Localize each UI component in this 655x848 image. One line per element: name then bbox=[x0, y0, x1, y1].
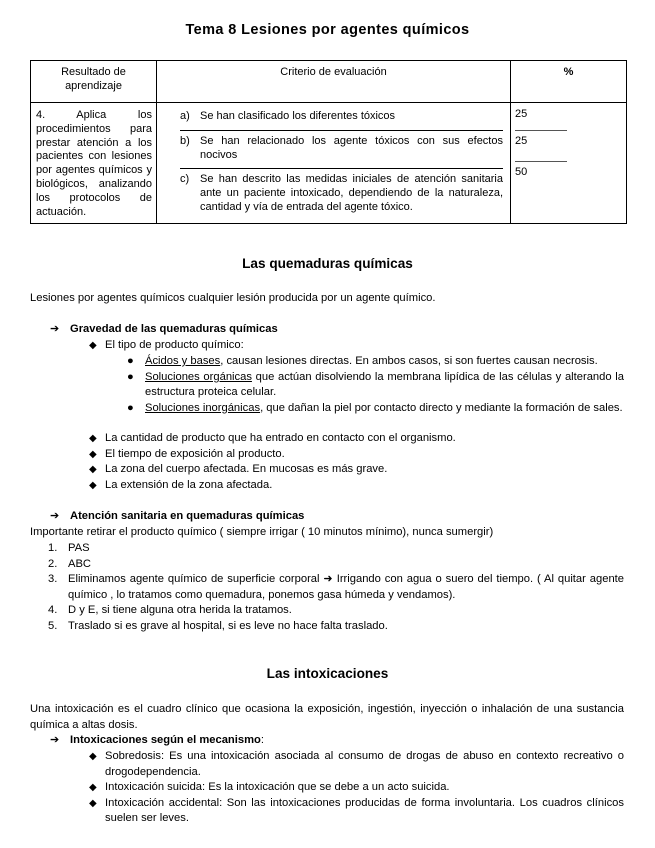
criterion-text: Se han clasificado los diferentes tóxicos bbox=[200, 110, 396, 122]
header-percent: % bbox=[511, 61, 627, 103]
list-item: ◆ Intoxicación suicida: Es la intoxicación que se debe a un acto suicida. bbox=[89, 780, 624, 796]
diamond-icon: ◆ bbox=[89, 479, 97, 491]
subtype-desc: , que dañan la piel por contacto directo y mediante la formación de sales. bbox=[260, 401, 623, 414]
gravedad-heading bbox=[50, 322, 278, 338]
learning-result: 4. Aplica los procedimientos para prestar atención a los pacientes con lesiones por agentes químicos y biológicos, analizando los protocolos de actuación. bbox=[31, 103, 157, 224]
criterion-c bbox=[158, 173, 509, 220]
list-item bbox=[127, 370, 624, 401]
list-item: 4. D y E, si tiene alguna otra herida la tratamos. bbox=[48, 604, 292, 617]
criteria-cell bbox=[157, 103, 511, 224]
bullet-icon: ● bbox=[127, 401, 134, 414]
mecanismo-heading-text: Intoxicaciones según el mecanismo bbox=[70, 734, 261, 746]
diamond-icon: ◆ bbox=[89, 340, 97, 351]
subtype-desc: , causan lesiones directas. En ambos casos, si son fuertes causan necrosis. bbox=[220, 355, 598, 367]
percent-cell bbox=[511, 103, 627, 224]
divider bbox=[515, 130, 567, 131]
list-item: 1. PAS bbox=[48, 542, 90, 554]
criterion-text: Se han relacionado los agente tóxicos con sus efectos nocivos bbox=[200, 134, 503, 161]
list-item: ◆ La extensión de la zona afectada. bbox=[89, 478, 624, 494]
list-item: 3. Eliminamos agente químico de superficie corporal ➜ Irrigando con agua o suero del tiempo. ( Al quitar agente químico , lo tratamos como quemadura, ponemos gasa húmeda y vendamos). bbox=[48, 573, 624, 601]
mecanismo-heading: ➔ Intoxicaciones según el mecanismo: bbox=[50, 733, 264, 749]
list-item: ◆ Intoxicación accidental: Son las intoxicaciones producidas de forma involuntaria. Los cuadros clínicos suelen ser leves. bbox=[89, 796, 624, 827]
bullet-icon: ● bbox=[127, 370, 134, 383]
list-item: 2. ABC bbox=[48, 557, 92, 570]
arrow-icon: ➔ bbox=[50, 734, 60, 746]
header-criterio: Criterio de evaluación bbox=[157, 61, 511, 103]
arrow-icon: ➔ bbox=[50, 510, 60, 522]
list-item: 5. Traslado si es grave al hospital, si es leve no hace falta traslado. bbox=[48, 619, 388, 632]
intoxicaciones-intro: Una intoxicación es el cuadro clínico que ocasiona la exposición, ingestión, inyección o inhalación de una sustancia química a altas dosis. bbox=[30, 703, 624, 731]
page-title: Tema 8 Lesiones por agentes químicos bbox=[185, 22, 470, 38]
subtype-term: Ácidos y bases bbox=[145, 355, 221, 367]
diamond-icon: ◆ bbox=[89, 751, 97, 762]
section-heading-quemaduras: Las quemaduras químicas bbox=[242, 256, 413, 271]
gravedad-heading-text: Gravedad de las quemaduras químicas bbox=[70, 323, 278, 335]
tipo-text: El tipo de producto químico: bbox=[105, 339, 244, 351]
criterion-letter: c) bbox=[180, 173, 190, 186]
atencion-heading-text: Atención sanitaria en quemaduras químicas bbox=[70, 510, 305, 522]
arrow-icon: ➔ bbox=[50, 323, 60, 335]
criterion-b bbox=[158, 135, 509, 169]
quemaduras-intro: Lesiones por agentes químicos cualquier lesión producida por un agente químico. bbox=[30, 292, 436, 304]
subtype-desc: que actúan disolviendo la membrana lipídica de las células y alterando la estructura proteica celular. bbox=[145, 370, 624, 399]
list-item: ◆ La cantidad de producto que ha entrado en contacto con el organismo. bbox=[89, 431, 624, 447]
subtype-term: Soluciones orgánicas bbox=[145, 370, 252, 383]
percent-a: 25 bbox=[515, 108, 528, 120]
atencion-steps bbox=[48, 541, 624, 635]
atencion-heading bbox=[50, 509, 304, 525]
list-item: ◆ La zona del cuerpo afectada. En mucosas es más grave. bbox=[89, 462, 624, 478]
criterion-a bbox=[158, 110, 509, 130]
list-item: ◆ El tiempo de exposición al producto. bbox=[89, 447, 624, 463]
divider bbox=[180, 130, 503, 131]
list-item bbox=[127, 354, 624, 370]
gravedad-other-list bbox=[89, 431, 624, 493]
criterion-text: Se han descrito las medidas iniciales de atención sanitaria ante un paciente intoxicado, dependiendo de la naturaleza, cantidad y vía de entrada del agente tóxico. bbox=[200, 173, 503, 213]
header-resultado: Resultado de aprendizaje bbox=[31, 61, 157, 103]
section-heading-intoxicaciones: Las intoxicaciones bbox=[266, 666, 389, 681]
criterion-letter: a) bbox=[180, 110, 190, 122]
evaluation-table bbox=[30, 60, 627, 224]
list-item bbox=[127, 401, 624, 417]
percent-c: 50 bbox=[515, 166, 528, 178]
diamond-icon: ◆ bbox=[89, 782, 97, 794]
list-item: ◆ Sobredosis: Es una intoxicación asociada al consumo de drogas de abuso en contexto recreativo o drogodependencia. bbox=[89, 749, 624, 780]
atencion-intro: Importante retirar el producto químico ( siempre irrigar ( 10 minutos mínimo), nunca sumergir) bbox=[30, 526, 494, 538]
divider bbox=[515, 161, 567, 162]
diamond-icon: ◆ bbox=[89, 797, 97, 809]
subtype-list bbox=[127, 354, 624, 416]
subtype-term: Soluciones inorgánicas bbox=[145, 401, 261, 414]
table-header-row bbox=[31, 61, 627, 103]
divider bbox=[180, 168, 503, 169]
table-row bbox=[31, 103, 627, 224]
bullet-icon: ● bbox=[127, 355, 134, 367]
mecanismo-list bbox=[89, 749, 624, 827]
criterion-letter: b) bbox=[180, 134, 190, 147]
list-item bbox=[89, 338, 624, 354]
gravedad-list bbox=[89, 338, 624, 354]
diamond-icon: ◆ bbox=[89, 464, 97, 476]
percent-b: 25 bbox=[515, 135, 528, 147]
diamond-icon: ◆ bbox=[89, 448, 97, 460]
diamond-icon: ◆ bbox=[89, 433, 97, 444]
